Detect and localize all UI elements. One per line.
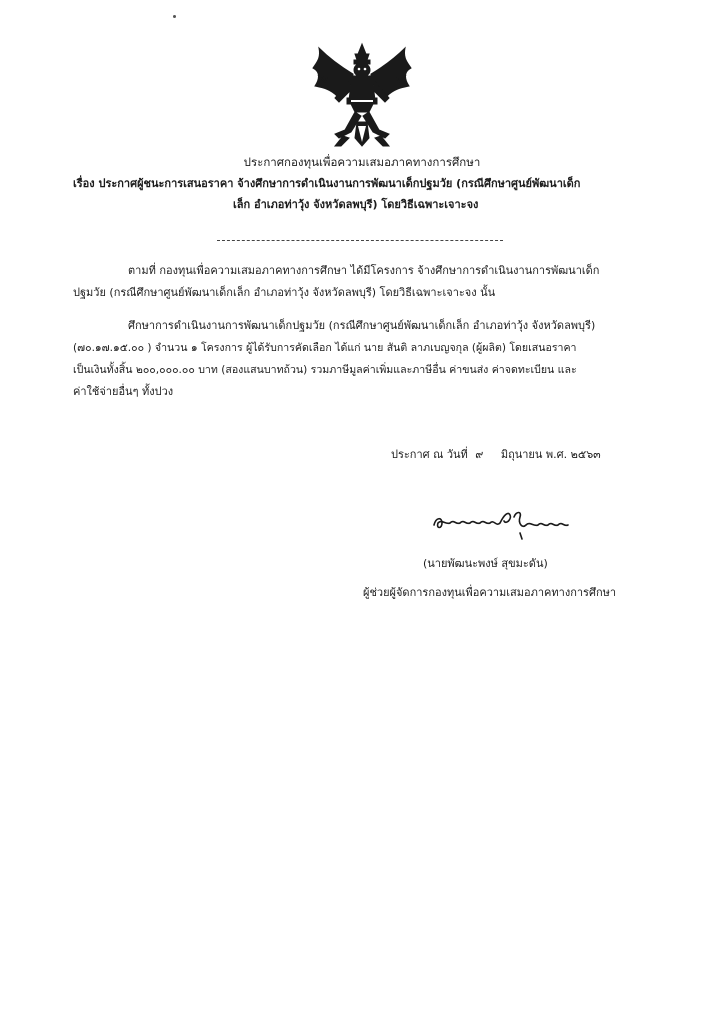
paragraph-2-line-2: (๗๐.๑๗.๑๕.๐๐ ) จำนวน ๑ โครงการ ผู้ได้รับการคัดเลือก ได้แก่ นาย สันติ ลาภเบญจกุล (ผู้ผลิต) โดยเสนอราคา [73,342,577,354]
signatory-position: ผู้ช่วยผู้จัดการกองทุนเพื่อความเสมอภาคทางการศึกษา [363,586,617,599]
announce-date-day: ๙ [475,448,484,461]
announce-date [391,447,601,463]
paragraph-2-line-4: ค่าใช้จ่ายอื่นๆ ทั้งปวง [73,385,174,398]
paragraph-2-line-1: ศึกษาการดำเนินงานการพัฒนาเด็กปฐมวัย (กรณีศึกษาศูนย์พัฒนาเด็กเล็ก อำเภอท่าวุ้ง จังหวัดลพบุรี) [128,319,596,332]
signatory-name: (นายพัฒนะพงษ์ สุขมะดัน) [423,557,548,570]
announcement-title: ประกาศกองทุนเพื่อความเสมอภาคทางการศึกษา [243,155,481,169]
announce-date-month-year: มิถุนายน พ.ศ. ๒๕๖๓ [500,448,601,461]
paragraph-2-line-3: เป็นเงินทั้งสิ้น ๒๐๐,๐๐๐.๐๐ บาท (สองแสนบาทถ้วน) รวมภาษีมูลค่าเพิ่มและภาษีอื่น ค่าขนส่ง ค่าจดทะเบียน และ [73,364,577,376]
subject-line-2: เล็ก อำเภอท่าวุ้ง จังหวัดลพบุรี) โดยวิธีเฉพาะเจาะจง [233,198,479,211]
section-divider [217,240,503,241]
paragraph-1-line-2: ปฐมวัย (กรณีศึกษาศูนย์พัฒนาเด็กเล็ก อำเภอท่าวุ้ง จังหวัดลพบุรี) โดยวิธีเฉพาะเจาะจง นั้น [73,286,496,299]
scan-speck [173,15,176,18]
garuda-emblem-icon [305,38,420,153]
handwritten-signature [430,503,590,541]
announce-date-prefix: ประกาศ ณ วันที่ [391,448,468,461]
subject-line-1: เรื่อง ประกาศผู้ชนะการเสนอราคา จ้างศึกษาการดำเนินงานการพัฒนาเด็กปฐมวัย (กรณีศึกษาศูนย์พัฒนาเด็ก [73,177,581,190]
paragraph-1-line-1: ตามที่ กองทุนเพื่อความเสมอภาคทางการศึกษา ได้มีโครงการ จ้างศึกษาการดำเนินงานการพัฒนาเด็ก [128,264,600,277]
